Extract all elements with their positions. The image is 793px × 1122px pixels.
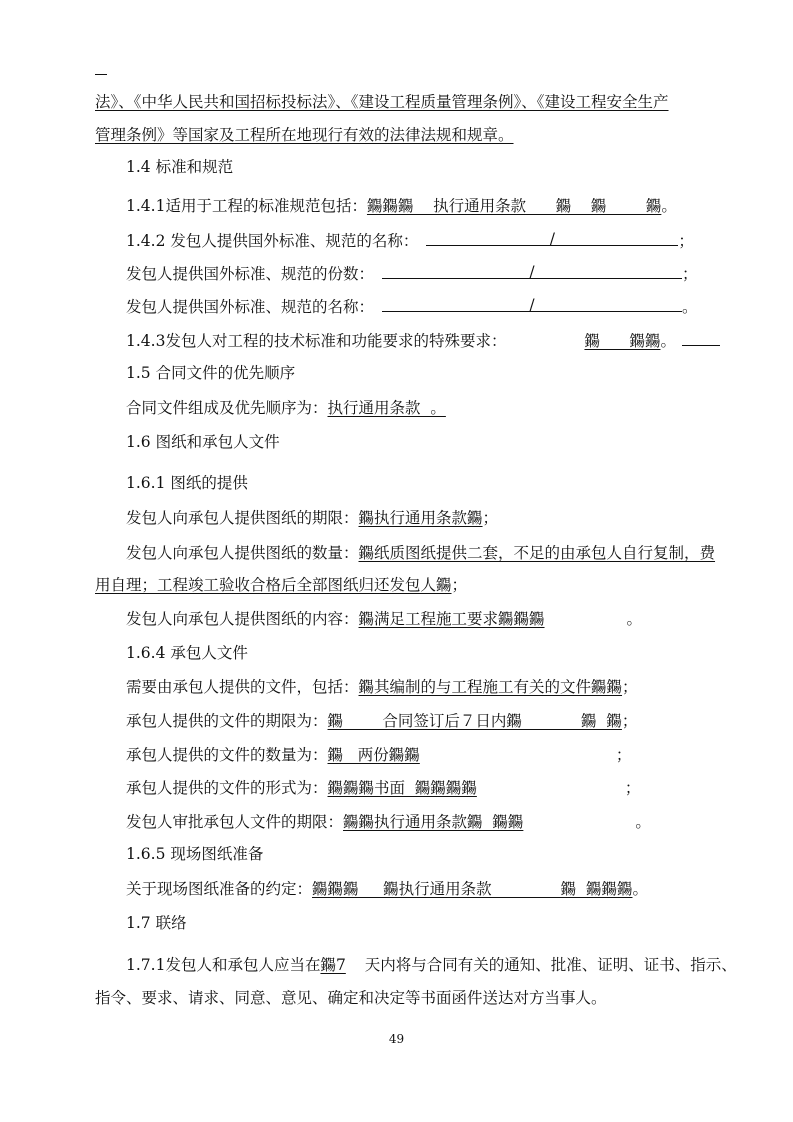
clause-label: 1.7.1发包人和承包人应当在	[126, 956, 321, 974]
section-heading: 1.4 标准和规范	[126, 158, 234, 176]
filled-value: 鐊满足工程施工要求鐊鐊鐊	[358, 610, 545, 628]
filled-value: 鐊 两份鐊鐊	[327, 746, 420, 764]
filled-value: 鐊 鐊鐊	[584, 332, 661, 350]
clause-label: 发包人审批承包人文件的期限：	[126, 813, 344, 831]
clause-label: 发包人提供国外标准、规范的份数：	[126, 265, 375, 283]
clause-line	[126, 811, 651, 833]
section-heading: 1.7 联络	[126, 914, 187, 932]
blank-field	[682, 330, 720, 346]
filled-value: 用自理；工程竣工验收合格后全部图纸归还发包人鐊	[95, 576, 452, 594]
punctuation: 。	[635, 813, 651, 831]
filled-value: 鐊鐊鐊 鐊执行通用条款 鐊 鐊鐊鐊	[312, 880, 633, 898]
clause-label: 发包人向承包人提供图纸的内容：	[126, 610, 359, 628]
clause-line	[126, 676, 638, 698]
punctuation: ；	[451, 576, 468, 594]
top-dash-mark	[95, 74, 107, 75]
clause-line	[126, 954, 737, 976]
punctuation: 。	[632, 880, 648, 898]
clause-line	[126, 744, 631, 766]
punctuation: 。	[682, 298, 698, 316]
text-line: 管理条例》等国家及工程所在地现行有效的法律法规和规章。	[95, 126, 514, 144]
clause-label: 承包人提供的文件的形式为：	[126, 779, 328, 797]
filled-value: 鐊7	[320, 956, 346, 974]
clause-label: 发包人向承包人提供图纸的数量：	[126, 544, 359, 562]
clause-label: 关于现场图纸准备的约定：	[126, 880, 313, 898]
punctuation: ；	[621, 712, 638, 730]
clause-label: 合同文件组成及优先顺序为：	[126, 399, 328, 417]
punctuation: 。	[660, 332, 677, 350]
filled-value: 鐊鐊鐊书面 鐊鐊鐊鐊	[327, 779, 477, 797]
clause-label: 承包人提供的文件的期限为：	[126, 712, 328, 730]
text-line: 指令、要求、请求、同意、意见、确定和决定等书面函件送达对方当事人。	[95, 989, 607, 1007]
punctuation: ；	[615, 746, 632, 764]
text-line: 法》、《中华人民共和国招标投标法》、《建设工程质量管理条例》、《建设工程安全生产	[95, 93, 669, 111]
filled-value: 鐊 合同签订后７日内鐊 鐊 鐊	[327, 712, 622, 730]
blank-field: /	[426, 230, 678, 246]
filled-value: 鐊其编制的与工程施工有关的文件鐊鐊	[358, 678, 623, 696]
clause-label: 承包人提供的文件的数量为：	[126, 746, 328, 764]
punctuation: ；	[482, 509, 499, 527]
clause-label: 发包人向承包人提供图纸的期限：	[126, 509, 359, 527]
clause-line	[126, 710, 637, 732]
filled-value: 鐊执行通用条款鐊	[358, 509, 483, 527]
punctuation: ；	[624, 779, 641, 797]
clause-line	[126, 330, 720, 352]
clause-line	[126, 230, 694, 252]
clause-line	[126, 397, 466, 419]
section-heading: 1.5 合同文件的优先顺序	[126, 364, 296, 382]
filled-value: 鐊鐊鐊 执行通用条款 鐊 鐊 鐊	[366, 197, 662, 215]
section-heading: 1.6 图纸和承包人文件	[126, 433, 280, 451]
filled-value: 执行通用条款 。	[327, 399, 446, 417]
sub-heading: 1.6.4 承包人文件	[126, 644, 248, 662]
clause-line	[126, 507, 498, 529]
punctuation: 。	[661, 197, 677, 215]
clause-line	[126, 878, 648, 900]
clause-line	[126, 777, 640, 799]
clause-line	[126, 608, 642, 630]
clause-line	[95, 574, 467, 596]
page-number: 49	[388, 1032, 405, 1046]
clause-line	[126, 195, 677, 217]
punctuation: ；	[678, 232, 694, 250]
sub-heading: 1.6.1 图纸的提供	[126, 474, 248, 492]
clause-label: 需要由承包人提供的文件，包括：	[126, 678, 359, 696]
clause-line	[126, 542, 715, 564]
punctuation: ；	[682, 265, 698, 283]
clause-line	[126, 296, 698, 318]
blank-field: /	[382, 263, 682, 279]
punctuation: 。	[626, 610, 643, 628]
clause-line	[126, 263, 698, 285]
blank-field: /	[382, 296, 682, 312]
filled-value: 鐊鐊执行通用条款鐊 鐊鐊	[343, 813, 524, 831]
clause-text: 天内将与合同有关的通知、批准、证明、证书、指示、	[359, 956, 737, 974]
punctuation: ；	[622, 678, 638, 696]
clause-label: 1.4.3发包人对工程的技术标准和功能要求的特殊要求：	[126, 332, 507, 350]
filled-value: 鐊纸质图纸提供二套，不足的由承包人自行复制，费	[358, 544, 716, 562]
sub-heading: 1.6.5 现场图纸准备	[126, 845, 264, 863]
clause-label: 1.4.2 发包人提供国外标准、规范的名称：	[126, 232, 419, 250]
clause-label: 1.4.1适用于工程的标准规范包括：	[126, 197, 367, 215]
clause-label: 发包人提供国外标准、规范的名称：	[126, 298, 375, 316]
